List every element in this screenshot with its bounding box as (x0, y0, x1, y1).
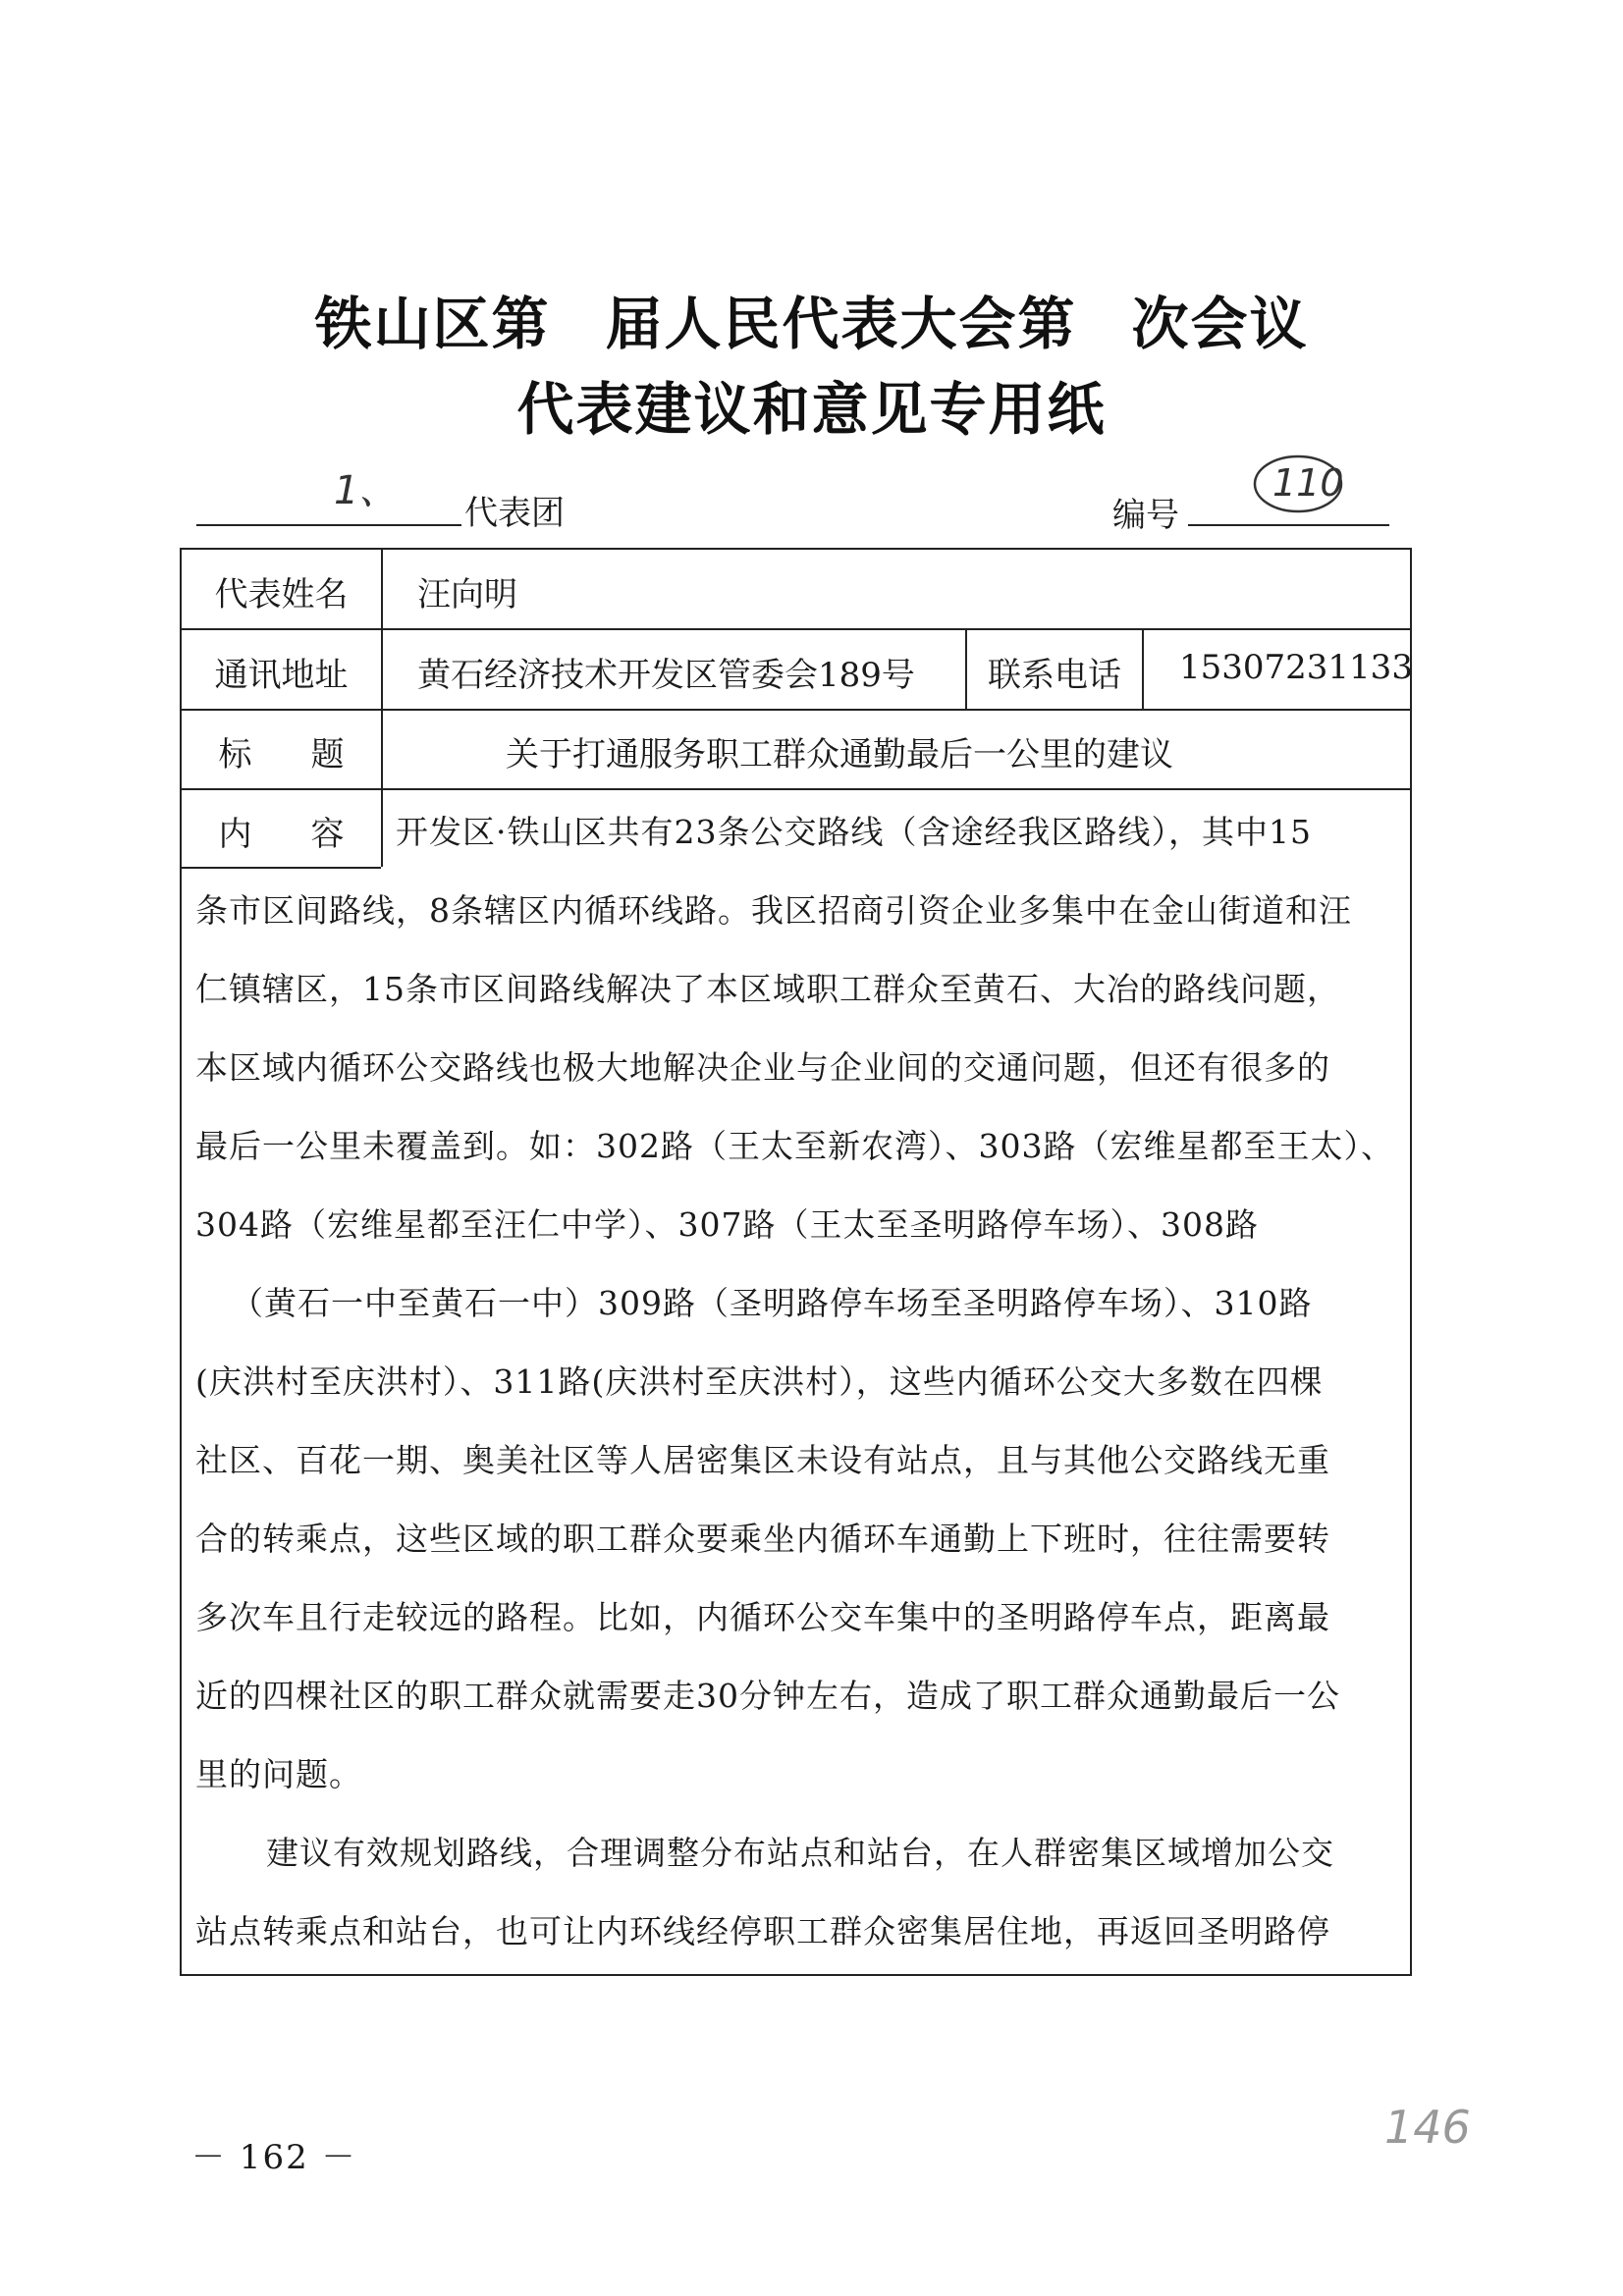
content-line: 最后一公里未覆盖到。如：302路（王太至新农湾）、303路（宏维星都至王太）、 (195, 1127, 1394, 1165)
address-value: 黄石经济技术开发区管委会189号 (417, 656, 915, 695)
serial-handwritten: 110 (1272, 461, 1344, 505)
rep-name-value: 汪向明 (417, 575, 517, 614)
row-divider (182, 628, 1410, 630)
title-part1: 铁山区第 (314, 291, 551, 357)
handwritten-page-number: 146 (1384, 2101, 1471, 2154)
phone-label: 联系电话 (988, 656, 1121, 695)
document-title-line1 (0, 278, 1623, 360)
title-part3: 次会议 (1131, 291, 1309, 357)
content-line: 304路（宏维星都至汪仁中学）、307路（王太至圣明路停车场）、308路 (195, 1205, 1259, 1244)
delegation-handwritten: 1、 (334, 468, 399, 513)
content-line: 社区、百花一期、奥美社区等人居密集区未设有站点，且与其他公交路线无重 (195, 1441, 1330, 1479)
content-line: 合的转乘点，这些区域的职工群众要乘坐内循环车通勤上下班时，往往需要转 (195, 1520, 1330, 1558)
row-divider (182, 709, 1410, 711)
title-part2: 届人民代表大会第 (605, 291, 1077, 357)
content-line: （黄石一中至黄石一中）309路（圣明路停车场至圣明路停车场）、310路 (231, 1284, 1313, 1322)
delegation-label: 代表团 (464, 494, 565, 533)
content-line: 仁镇辖区，15条市区间路线解决了本区域职工群众至黄石、大冶的路线问题， (195, 970, 1340, 1008)
document-title-line2: 代表建议和意见专用纸 (516, 376, 1107, 443)
rep-name-label: 代表姓名 (214, 575, 349, 614)
content-line: 站点转乘点和站台，也可让内环线经停职工群众密集居住地，再返回圣明路停 (195, 1912, 1330, 1950)
content-line: 里的问题。 (195, 1755, 362, 1793)
subject-value: 关于打通服务职工群众通勤最后一公里的建议 (506, 735, 1173, 774)
serial-underline (1188, 524, 1389, 526)
suggestion-form (180, 548, 1412, 1976)
row-divider (182, 867, 381, 869)
content-line: 建议有效规划路线，合理调整分布站点和站台，在人群密集区域增加公交 (266, 1834, 1334, 1872)
row-divider (182, 788, 1410, 790)
address-label: 通讯地址 (214, 656, 349, 695)
content-line: 条市区间路线，8条辖区内循环线路。我区招商引资企业多集中在金山街道和汪 (195, 891, 1352, 930)
content-line: 近的四棵社区的职工群众就需要走30分钟左右，造成了职工群众通勤最后一公 (195, 1677, 1340, 1715)
content-line: 开发区·铁山区共有23条公交路线（含途经我区路线），其中15 (396, 813, 1312, 851)
phone-label-divider-right (1142, 628, 1144, 709)
delegation-underline (196, 524, 461, 526)
content-label: 内容 (218, 815, 404, 854)
content-line: (庆洪村至庆洪村）、311路(庆洪村至庆洪村），这些内循环公交大多数在四棵 (195, 1362, 1324, 1401)
page-number: － 162 － (191, 2138, 357, 2177)
content-line: 本区域内循环公交路线也极大地解决企业与企业间的交通问题，但还有很多的 (195, 1048, 1330, 1087)
content-line: 多次车且行走较远的路程。比如，内循环公交车集中的圣明路停车点，距离最 (195, 1598, 1330, 1636)
subject-label: 标题 (218, 735, 404, 774)
serial-label: 编号 (1112, 496, 1179, 535)
phone-value: 15307231133 (1179, 648, 1413, 687)
